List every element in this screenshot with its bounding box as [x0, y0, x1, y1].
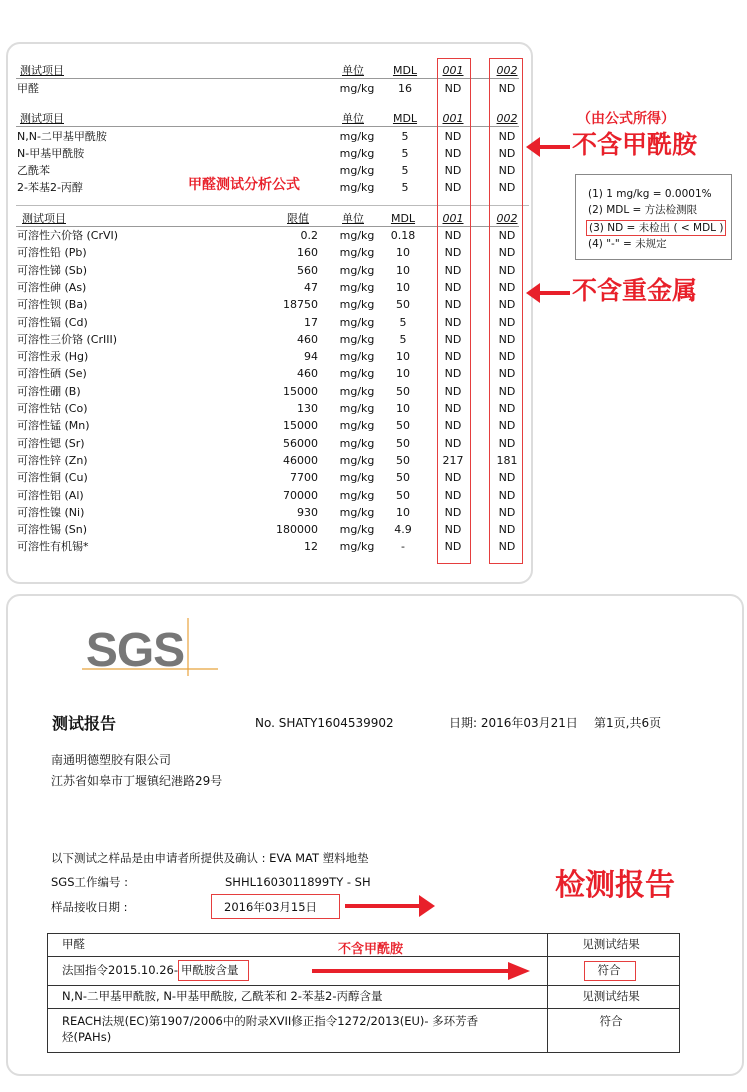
table-row-name: 可溶性硒 (Se) [17, 367, 87, 381]
table-row-mdl: 10 [396, 505, 410, 519]
table-row-unit: mg/kg [339, 280, 375, 294]
table-row-sample-001: ND [444, 164, 462, 177]
table-row-sample-002: ND [498, 367, 516, 381]
table-row-sample-002: ND [498, 332, 516, 346]
table-row-sample-002: ND [498, 315, 516, 329]
table-row-name: N,N-二甲基甲酰胺 [17, 130, 107, 143]
sgs-logo-text: SGS [85, 624, 185, 677]
table-row-unit: mg/kg [339, 488, 375, 502]
table-row-4-result: 符合 [599, 1014, 623, 1028]
table-row-limit: 18750 [283, 298, 318, 312]
table-row-mdl: 10 [396, 402, 410, 415]
table-row-unit: mg/kg [339, 315, 375, 329]
row-formaldehyde-mdl: 16 [398, 82, 412, 95]
table-row-sample-002: ND [498, 488, 516, 502]
table-row-sample-001: ND [444, 384, 462, 398]
table-row-name: 可溶性锶 (Sr) [17, 436, 85, 450]
table-row-sample-002: ND [498, 229, 516, 242]
test-report-annotation: 检测报告 [555, 868, 675, 903]
arrow-right-icon [345, 893, 437, 919]
table-row-sample-002: ND [498, 147, 516, 160]
sample-001-highlight-box [437, 58, 471, 564]
table-row-mdl: 5 [401, 130, 409, 143]
table-row-unit: mg/kg [339, 384, 375, 398]
table-row-mdl: 5 [401, 181, 409, 194]
header-sample-002: 002 [496, 112, 518, 125]
table-row-limit: 46000 [283, 453, 318, 467]
table-row-limit: 460 [297, 367, 318, 381]
table-row-limit: 94 [304, 350, 318, 364]
sgs-logo-graphic [82, 610, 218, 680]
formaldehyde-formula-annotation: 甲醛测试分析公式 [188, 177, 300, 193]
table-row-limit: 56000 [283, 436, 318, 450]
no-amide-annotation: 不含甲酰胺 [572, 130, 698, 159]
report-title: 测试报告 [52, 714, 117, 733]
table-row-sample-002: ND [498, 436, 516, 450]
table-row-sample-002: ND [498, 350, 516, 364]
table-row-limit: 15000 [283, 419, 318, 433]
table-column-divider [547, 934, 548, 1052]
report-page: 第1页,共6页 [594, 716, 662, 730]
table-row-unit: mg/kg [339, 263, 375, 277]
table-row-2-result: 符合 [597, 963, 621, 977]
table-row-mdl: 50 [396, 298, 410, 312]
receive-date-value: 2016年03月15日 [224, 900, 318, 914]
table-divider [48, 985, 679, 986]
table-row-sample-001: ND [444, 419, 462, 433]
table-row-name: 可溶性钴 (Co) [17, 402, 88, 415]
legend-line-3: (3) ND = 未检出 ( < MDL ) [586, 220, 726, 236]
table-row-sample-001: ND [444, 298, 462, 312]
table-row-sample-002: ND [498, 540, 516, 554]
table-divider [48, 1008, 679, 1009]
table-row-sample-001: ND [444, 488, 462, 502]
table-row-4-item-line1: REACH法规(EC)第1907/2006中的附录XVII修正指令1272/2013(EU)- 多环芳香 [62, 1014, 479, 1028]
table-row-name: 可溶性锑 (Sb) [17, 263, 88, 277]
table-row-unit: mg/kg [339, 419, 375, 433]
table-row-unit: mg/kg [339, 402, 375, 415]
table-row-sample-002: ND [498, 164, 516, 177]
table-row-name: 可溶性硼 (B) [17, 384, 81, 398]
table-row-unit: mg/kg [339, 523, 375, 537]
table-row-sample-001: ND [444, 280, 462, 294]
table-row-name: 可溶性六价铬 (CrVI) [17, 229, 119, 242]
header-test-item: 测试项目 [20, 64, 64, 77]
table-row-limit: 47 [304, 280, 318, 294]
table-row-sample-001: ND [444, 181, 462, 194]
no-amide-small-annotation: 不含甲酰胺 [338, 942, 404, 957]
table-row-sample-002: ND [498, 419, 516, 433]
company-address: 江苏省如皋市丁堰镇纪港路29号 [51, 774, 223, 788]
table-row-unit: mg/kg [339, 471, 375, 485]
table-row-sample-001: ND [444, 315, 462, 329]
table-row-sample-002: ND [498, 263, 516, 277]
job-number-label: SGS工作编号 : [51, 875, 129, 889]
table-row-sample-001: ND [444, 436, 462, 450]
table-row-unit: mg/kg [339, 147, 375, 160]
row-formaldehyde-s1: ND [444, 82, 462, 95]
sample-description: 以下测试之样品是由申请者所提供及确认 : EVA MAT 塑料地垫 [51, 851, 369, 865]
legend-line-1: (1) 1 mg/kg = 0.0001% [588, 188, 712, 200]
receive-date-label: 样品接收日期 : [51, 900, 128, 914]
company-name: 南通明德塑胶有限公司 [51, 753, 172, 767]
table-row-1-item: 甲醛 [62, 937, 85, 951]
table-row-name: 可溶性钡 (Ba) [17, 298, 88, 312]
report-number: No. SHATY1604539902 [255, 716, 394, 730]
table-row-sample-001: ND [444, 505, 462, 519]
table-row-mdl: 5 [401, 164, 409, 177]
sample-002-highlight-box [489, 58, 523, 564]
table-row-unit: mg/kg [339, 130, 375, 143]
formula-source-annotation: （由公式所得） [577, 111, 675, 127]
table-row-name: 可溶性锌 (Zn) [17, 453, 88, 467]
table-row-sample-002: 181 [496, 453, 518, 467]
header-sample-001: 001 [442, 112, 464, 125]
table-row-limit: 12 [304, 540, 318, 554]
header-sample-002: 002 [496, 64, 518, 77]
table-row-sample-002: ND [498, 246, 516, 260]
table-row-name: N-甲基甲酰胺 [17, 147, 85, 160]
table-row-name: 可溶性锰 (Mn) [17, 419, 90, 433]
table-row-limit: 17 [304, 315, 318, 329]
table-row-name: 可溶性三价铬 (CrIII) [17, 332, 118, 346]
arrow-left-icon [526, 280, 572, 306]
table-row-unit: mg/kg [339, 436, 375, 450]
table-row-mdl: 10 [396, 280, 410, 294]
table-row-sample-001: ND [444, 246, 462, 260]
table-row-mdl: 10 [396, 263, 410, 277]
table-row-mdl: 50 [396, 488, 410, 502]
table-row-mdl: 5 [399, 315, 407, 329]
table-row-name: 可溶性镉 (Cd) [17, 315, 88, 329]
table-row-1-result: 见测试结果 [582, 937, 640, 951]
table-row-sample-001: ND [444, 263, 462, 277]
table-row-limit: 180000 [276, 523, 318, 537]
table-row-limit: 0.2 [300, 229, 318, 242]
header-unit: 单位 [342, 112, 364, 125]
table-row-name: 可溶性镍 (Ni) [17, 505, 85, 519]
table-row-limit: 130 [297, 402, 318, 415]
legend-line-2: (2) MDL = 方法检测限 [588, 204, 698, 216]
table-row-sample-001: ND [444, 471, 462, 485]
table-row-name: 可溶性汞 (Hg) [17, 350, 89, 364]
table-row-limit: 7700 [290, 471, 318, 485]
table-row-4-item-line2: 烃(PAHs) [62, 1030, 112, 1044]
table-row-sample-002: ND [498, 505, 516, 519]
table-row-name: 可溶性有机锡* [17, 540, 89, 554]
table-row-unit: mg/kg [339, 367, 375, 381]
table-row-sample-001: ND [444, 332, 462, 346]
table-row-sample-002: ND [498, 402, 516, 415]
sgs-logo [82, 610, 218, 680]
table-row-mdl: 10 [396, 350, 410, 364]
legend-line-4: (4) "-" = 未规定 [588, 238, 667, 250]
table-row-sample-001: ND [444, 130, 462, 143]
header-unit: 单位 [342, 212, 364, 225]
header-mdl: MDL [392, 64, 418, 77]
table-row-sample-001: ND [444, 147, 462, 160]
header-test-item: 测试项目 [20, 112, 64, 125]
job-number-value: SHHL1603011899TY - SH [225, 875, 371, 889]
table-row-mdl: 10 [396, 246, 410, 260]
table-row-sample-001: ND [444, 229, 462, 242]
table-row-sample-002: ND [498, 471, 516, 485]
arrow-right-icon [312, 959, 532, 983]
legend-box [575, 174, 732, 260]
table-row-name: 可溶性铅 (Pb) [17, 246, 87, 260]
table-row-mdl: 5 [399, 332, 407, 346]
header-mdl: MDL [390, 212, 416, 225]
table-row-unit: mg/kg [339, 181, 375, 194]
table-row-sample-001: ND [444, 540, 462, 554]
header-sample-001: 001 [442, 212, 464, 225]
table-row-sample-001: ND [444, 402, 462, 415]
header-sample-001: 001 [442, 64, 464, 77]
table-row-sample-002: ND [498, 298, 516, 312]
table-row-limit: 460 [297, 332, 318, 346]
no-heavy-metal-annotation: 不含重金属 [572, 276, 698, 305]
table-row-unit: mg/kg [339, 350, 375, 364]
header-mdl: MDL [392, 112, 418, 125]
table-row-name: 可溶性铜 (Cu) [17, 471, 88, 485]
table-row-limit: 15000 [283, 384, 318, 398]
table-row-mdl: 5 [401, 147, 409, 160]
table-row-mdl: 50 [396, 436, 410, 450]
table-row-mdl: 0.18 [390, 229, 416, 242]
table-row-3-result: 见测试结果 [582, 989, 640, 1003]
table-row-unit: mg/kg [339, 298, 375, 312]
table-row-name: 乙酰苯 [17, 164, 50, 177]
table-row-name: 可溶性锡 (Sn) [17, 523, 88, 537]
table-row-unit: mg/kg [339, 246, 375, 260]
table-row-sample-001: ND [444, 350, 462, 364]
table-row-sample-002: ND [498, 280, 516, 294]
header-sample-002: 002 [496, 212, 518, 225]
table-row-sample-002: ND [498, 181, 516, 194]
table-row-unit: mg/kg [339, 164, 375, 177]
table-row-2-item-prefix: 法国指令2015.10.26- [62, 963, 178, 977]
table-row-mdl: 50 [396, 471, 410, 485]
table-row-name: 2-苯基2-丙醇 [17, 181, 83, 194]
report-date: 日期: 2016年03月21日 [449, 716, 578, 730]
row-formaldehyde-name: 甲醛 [17, 82, 39, 95]
table-row-limit: 930 [297, 505, 318, 519]
table-row-2-item-boxed: 甲酰胺含量 [181, 963, 239, 977]
table-row-mdl: 10 [396, 367, 410, 381]
header-test-item: 测试项目 [22, 212, 66, 225]
table-row-unit: mg/kg [339, 453, 375, 467]
table-row-mdl: 4.9 [394, 523, 412, 537]
row-formaldehyde-unit: mg/kg [339, 82, 375, 95]
table-row-mdl: - [401, 540, 405, 554]
table-row-mdl: 50 [396, 419, 410, 433]
header-limit: 限值 [287, 212, 309, 225]
table-row-limit: 160 [297, 246, 318, 260]
table-row-sample-002: ND [498, 130, 516, 143]
table-row-sample-001: 217 [442, 453, 464, 467]
table-row-sample-001: ND [444, 367, 462, 381]
table-row-sample-001: ND [444, 523, 462, 537]
header-unit: 单位 [342, 64, 364, 77]
arrow-left-icon [526, 134, 572, 160]
table-row-name: 可溶性铝 (Al) [17, 488, 84, 502]
row-formaldehyde-s2: ND [498, 82, 516, 95]
table-row-unit: mg/kg [339, 540, 375, 554]
table-row-sample-002: ND [498, 523, 516, 537]
table-row-name: 可溶性砷 (As) [17, 280, 87, 294]
table-row-limit: 560 [297, 263, 318, 277]
table-row-mdl: 50 [396, 453, 410, 467]
table-row-sample-002: ND [498, 384, 516, 398]
table-row-3-item: N,N-二甲基甲酰胺, N-甲基甲酰胺, 乙酰苯和 2-苯基2-丙醇含量 [62, 989, 383, 1003]
table-row-unit: mg/kg [339, 332, 375, 346]
table-row-unit: mg/kg [339, 229, 375, 242]
table-row-mdl: 50 [396, 384, 410, 398]
table-row-unit: mg/kg [339, 505, 375, 519]
table-row-limit: 70000 [283, 488, 318, 502]
